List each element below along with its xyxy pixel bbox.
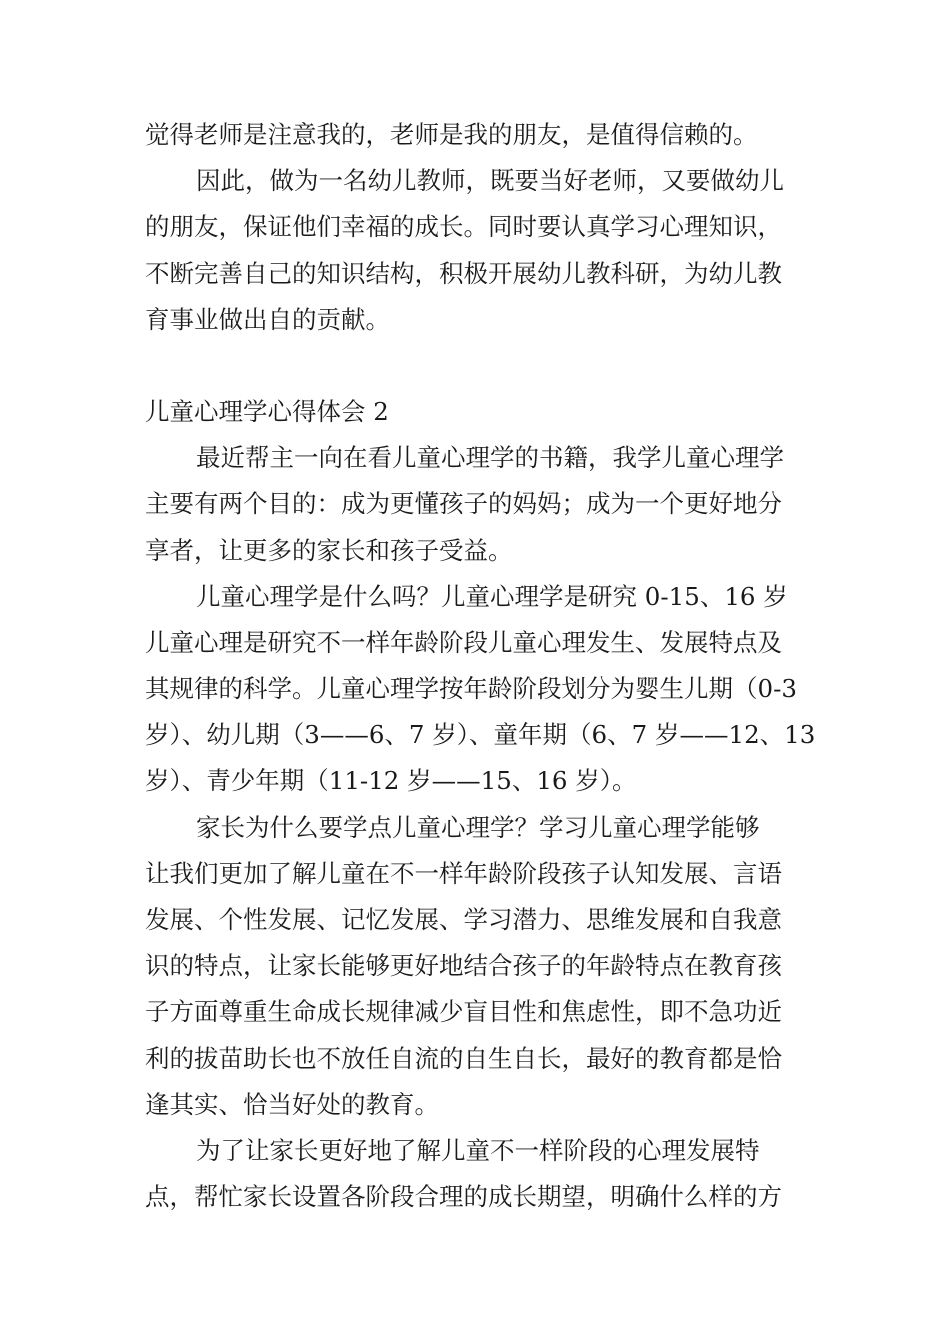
section-heading: 儿童心理学心得体会 2 — [145, 396, 389, 426]
text-line: 点，帮忙家长设置各阶段合理的成长期望，明确什么样的方 — [145, 1182, 782, 1212]
text-line: 其规律的科学。儿童心理学按年龄阶段划分为婴生儿期（0-3 — [145, 674, 797, 704]
text-line: 主要有两个目的：成为更懂孩子的妈妈；成为一个更好地分 — [145, 489, 782, 519]
text-line: 育事业做出自的贡献。 — [145, 304, 390, 334]
text-line: 逢其实、恰当好处的教育。 — [145, 1089, 439, 1119]
text-line: 儿童心理是研究不一样年龄阶段儿童心理发生、发展特点及 — [145, 627, 782, 657]
text-line: 利的拔苗助长也不放任自流的自生自长，最好的教育都是恰 — [145, 1043, 782, 1073]
text-line: 发展、个性发展、记忆发展、学习潜力、思维发展和自我意 — [145, 905, 782, 934]
paragraph-start-line: 因此，做为一名幼儿教师，既要当好老师，又要做幼儿 — [196, 166, 784, 196]
paragraph-start-line: 最近帮主一向在看儿童心理学的书籍，我学儿童心理学 — [196, 443, 784, 473]
text-line: 子方面尊重生命成长规律减少盲目性和焦虑性，即不急功近 — [145, 997, 782, 1027]
text-line: 享者，让更多的家长和孩子受益。 — [145, 535, 513, 565]
text-line: 的朋友，保证他们幸福的成长。同时要认真学习心理知识， — [145, 212, 782, 242]
text-line: 不断完善自己的知识结构，积极开展幼儿教科研，为幼儿教 — [145, 258, 782, 288]
paragraph-start-line: 为了让家长更好地了解儿童不一样阶段的心理发展特 — [196, 1135, 760, 1165]
document-body — [145, 112, 816, 1220]
text-line: 岁）、青少年期（11-12 岁——15、16 岁）。 — [145, 766, 637, 796]
text-line: 觉得老师是注意我的，老师是我的朋友，是值得信赖的。 — [145, 120, 758, 149]
text-line: 岁）、幼儿期（3——6、7 岁）、童年期（6、7 岁——12、13 — [145, 720, 816, 750]
text-line: 让我们更加了解儿童在不一样年龄阶段孩子认知发展、言语 — [145, 858, 782, 888]
paragraph-start-line: 儿童心理学是什么吗？儿童心理学是研究 0-15、16 岁 — [196, 581, 788, 611]
paragraph-start-line: 家长为什么要学点儿童心理学？学习儿童心理学能够 — [196, 812, 760, 842]
text-line: 识的特点，让家长能够更好地结合孩子的年龄特点在教育孩 — [145, 951, 782, 981]
